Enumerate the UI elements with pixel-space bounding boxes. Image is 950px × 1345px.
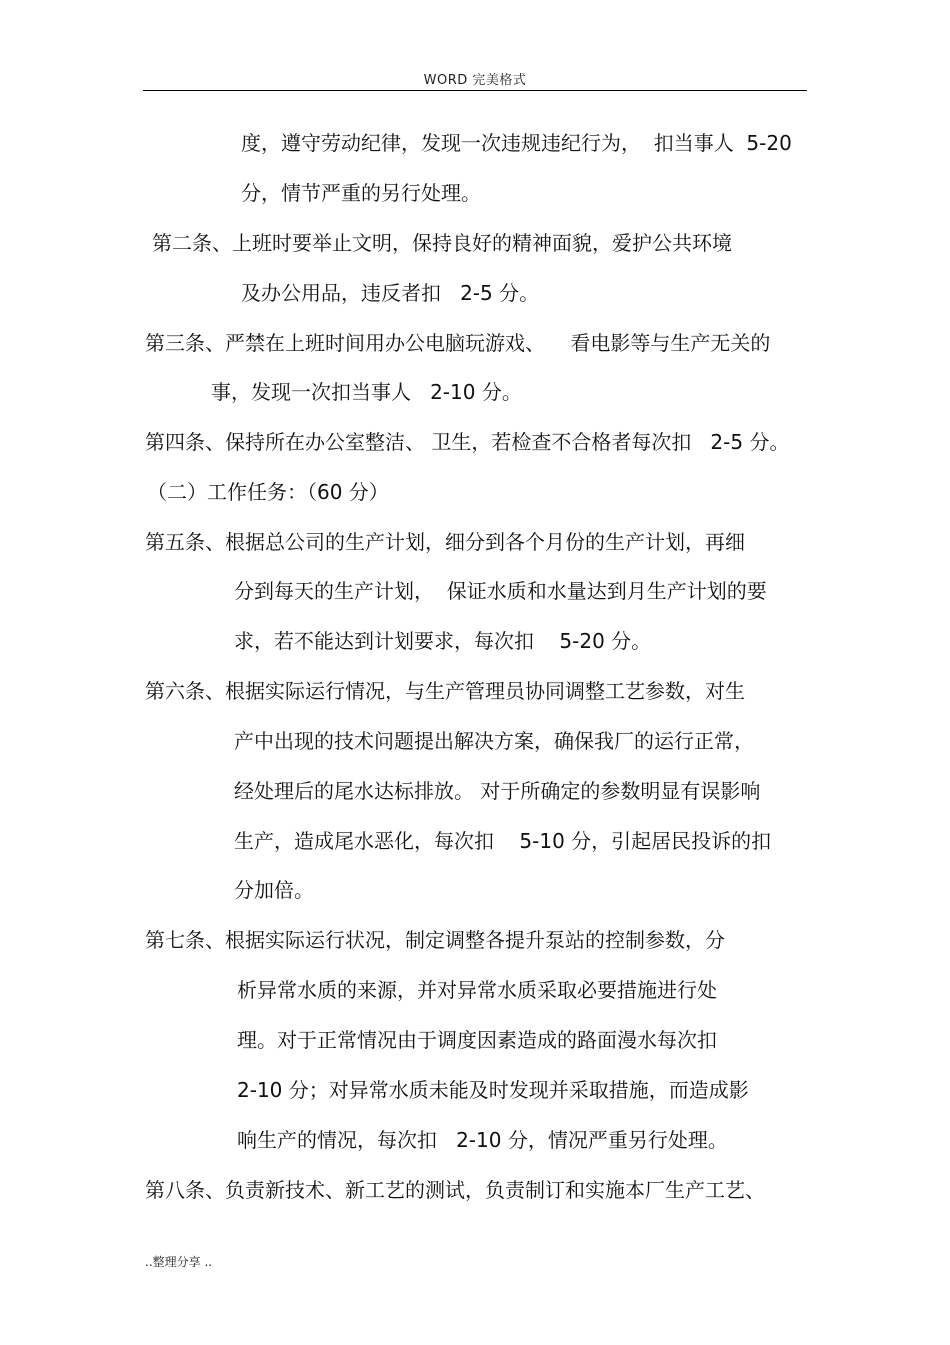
text-line: 第二条、上班时要举止文明，保持良好的精神面貌，爱护公共环境	[152, 231, 732, 255]
header-title: WORD 完美格式	[423, 73, 527, 88]
text-line: 求，若不能达到计划要求，每次扣 5-20 分。	[234, 629, 652, 653]
text-line: 产中出现的技术问题提出解决方案，确保我厂的运行正常，	[234, 729, 754, 753]
text-line: 析异常水质的来源，并对异常水质采取必要措施进行处	[237, 978, 717, 1002]
text-line: 及办公用品，违反者扣 2-5 分。	[241, 281, 540, 305]
text-line: 生产，造成尾水恶化，每次扣 5-10 分，引起居民投诉的扣	[234, 829, 772, 853]
text-line: 度，遵守劳动纪律，发现一次违规违纪行为， 扣当事人 5-20	[241, 131, 792, 155]
text-line: 事，发现一次扣当事人 2-10 分。	[211, 380, 522, 404]
text-line: 第八条、负责新技术、新工艺的测试，负责制订和实施本厂生产工艺、	[145, 1178, 765, 1202]
text-line: 理。对于正常情况由于调度因素造成的路面漫水每次扣	[237, 1028, 717, 1052]
header-divider	[143, 90, 807, 91]
text-line: 经处理后的尾水达标排放。 对于所确定的参数明显有误影响	[234, 779, 761, 803]
text-line: 第五条、根据总公司的生产计划，细分到各个月份的生产计划，再细	[145, 530, 745, 554]
text-line: 分，情节严重的另行处理。	[241, 181, 481, 205]
text-line: 2-10 分；对异常水质未能及时发现并采取措施，而造成影	[237, 1078, 749, 1102]
text-line: 第三条、严禁在上班时间用办公电脑玩游戏、 看电影等与生产无关的	[145, 331, 771, 355]
text-line: 第四条、保持所在办公室整洁、 卫生，若检查不合格者每次扣 2-5 分。	[145, 430, 790, 454]
text-line: 第六条、根据实际运行情况，与生产管理员协同调整工艺参数，对生	[145, 679, 745, 703]
text-line: 分加倍。	[234, 878, 314, 902]
page-footer: ..整理分享 ..	[145, 1255, 213, 1269]
section-heading: （二）工作任务：（60 分）	[147, 480, 389, 504]
text-line: 第七条、根据实际运行状况，制定调整各提升泵站的控制参数，分	[145, 928, 725, 952]
text-line: 响生产的情况，每次扣 2-10 分，情况严重另行处理。	[237, 1128, 728, 1152]
text-line: 分到每天的生产计划， 保证水质和水量达到月生产计划的要	[234, 579, 767, 603]
